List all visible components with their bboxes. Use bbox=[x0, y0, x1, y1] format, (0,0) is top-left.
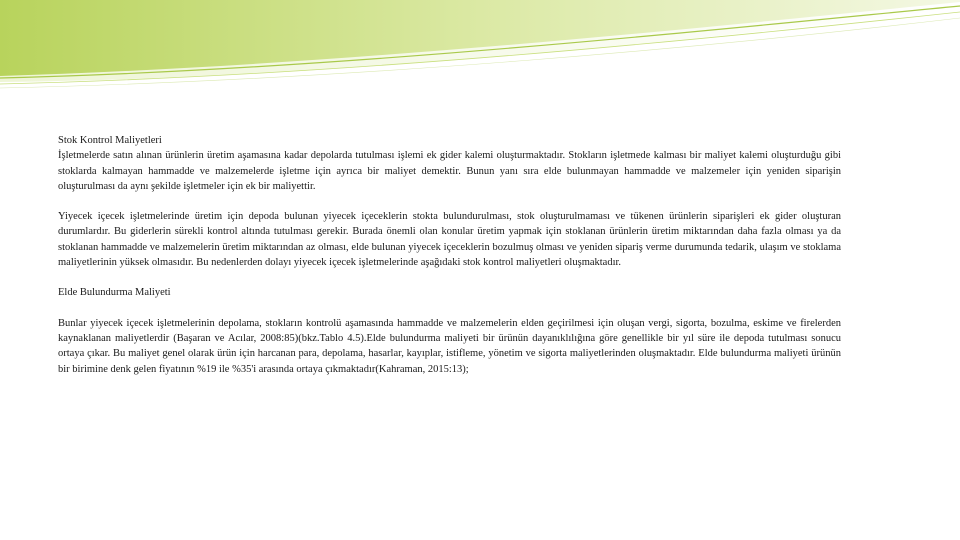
slide-body bbox=[58, 133, 841, 377]
section-title: Stok Kontrol Maliyetleri bbox=[58, 135, 162, 146]
subheading: Elde Bulundurma Maliyeti bbox=[58, 287, 171, 299]
paragraph-2: Yiyecek içecek işletmelerinde üretim için depoda bulunan yiyecek içeceklerin stokta bulundurulması, stok oluşturulmaması ve tükenen ürünlerin siparişleri ek gider oluşturan durumlardır. Bu giderlerin sürekli kontrol altında tutulması gerekir. Burada önemli olan konular üretim yapmak için stoklanan ürünlerin üretim miktarından daha fazla olması ya da stoklanan hammadde ve malzemelerin üretim miktarından az olması, elde bulunan yiyecek içeceklerin bozulmuş olması ve yeniden sipariş verme durumunda tedarik, ulaşım ve stoklama maliyetlerinin yüksek olmasıdır. Bu nedenlerden dolayı yiyecek içecek işletmelerinde aşağıdaki stok kontrol maliyetleri oluşmaktadır. bbox=[58, 211, 841, 269]
paragraph-3: Bunlar yiyecek içecek işletmelerinin depolama, stokların kontrolü aşamasında hammadde ve malzemelerin elden geçirilmesi için oluşan vergi, sigorta, bozulma, eskime ve firelerden kaynaklanan maliyetlerdir (Başaran ve Acılar, 2008:85)(bkz.Tablo 4.5).Elde bulundurma maliyeti bir ürünün dayanıklılığına göre genellikle bir yıl süre ile depoda tutulması sonucu ortaya çıkar. Bu maliyet genel olarak ürün için harcanan para, depolama, hasarlar, kayıplar, istifleme, yönetim ve sigorta maliyetlerinden oluşmaktadır. Elde bulundurma maliyeti ürünün bir birimine denk gelen fiyatının %19 ile %35'i arasında ortaya çıkmaktadır(Kahraman, 2015:13); bbox=[58, 317, 841, 375]
decorative-green-banner bbox=[0, 0, 960, 100]
paragraph-1: İşletmelerde satın alınan ürünlerin üretim aşamasına kadar depolarda tutulması işlemi ek gider kalemi oluşturmaktadır. Stokların işletmede kalması bir maliyet kalemi oluşturduğu gibi stoklarda kalmayan hammadde ve malzemelerde işletme için ayrıca bir maliyet demektir. Bunun yanı sıra elde bulunmayan hammadde ve malzemeler için yeniden siparişin oluşturulması da aynı şekilde işletmeler için ek bir maliyettir. bbox=[58, 150, 841, 192]
